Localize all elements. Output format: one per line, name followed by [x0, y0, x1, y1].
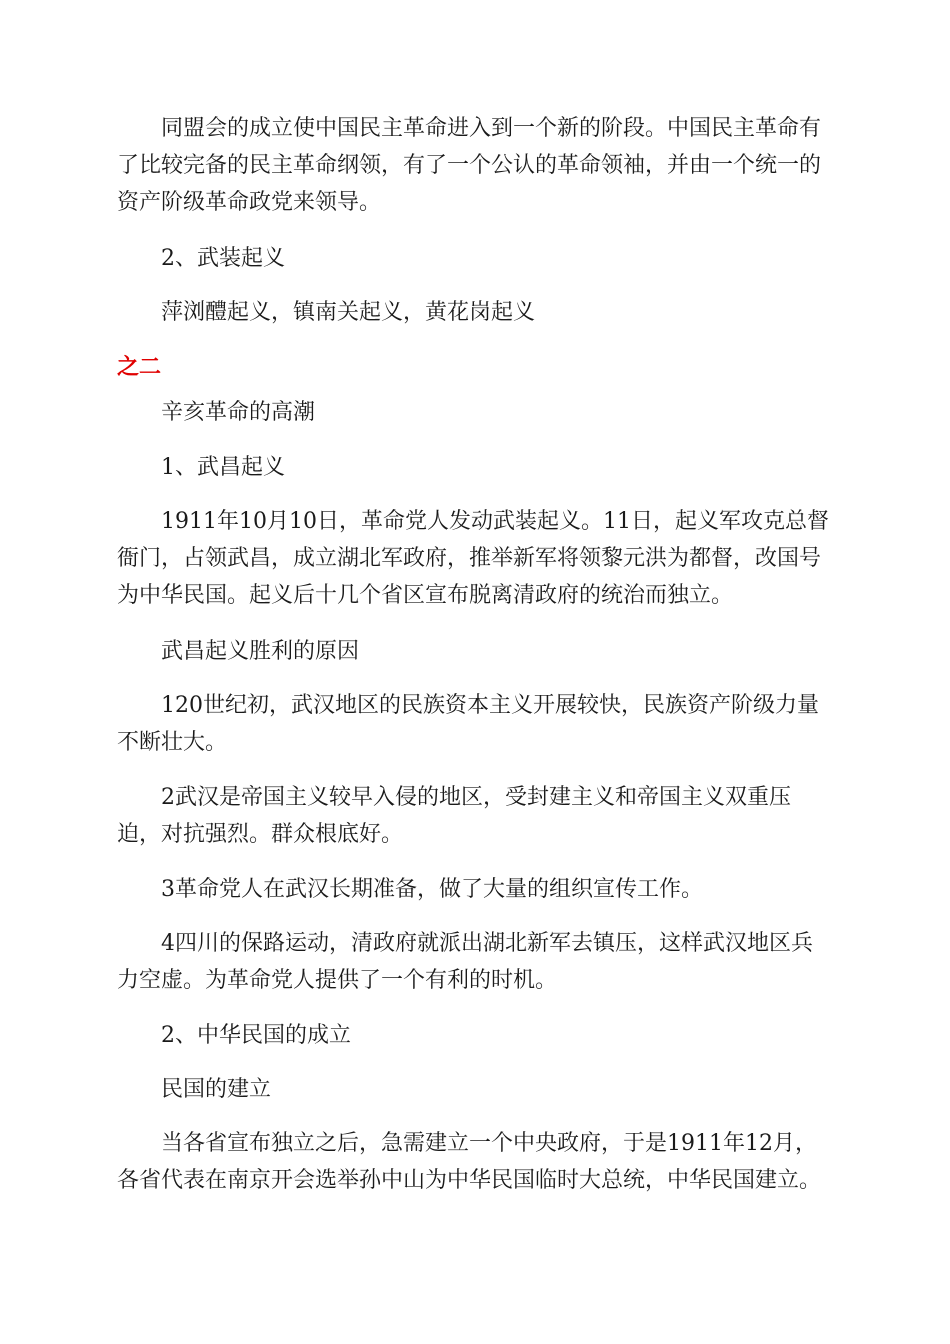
reason-2: 2武汉是帝国主义较早入侵的地区，受封建主义和帝国主义双重压迫，对抗强烈。群众根底好。: [117, 785, 791, 847]
paragraph-wuchang-details: 1911年10月10日，革命党人发动武装起义。11日，起义军攻克总督衙门，占领武昌，成立湖北军政府，推举新军将领黎元洪为都督，改国号为中华民国。起义后十几个省区宣布脱离清政府的统治而独立。: [117, 509, 829, 608]
reason-1: 120世纪初，武汉地区的民族资本主义开展较快，民族资产阶级力量不断壮大。: [117, 693, 819, 755]
paragraph-revolution-climax: 辛亥革命的高潮: [161, 400, 316, 425]
paragraph-uprising-list: 萍浏醴起义，镇南关起义，黄花岗起义: [161, 300, 536, 325]
paragraph-republic-details: 当各省宣布独立之后，急需建立一个中央政府，于是1911年12月，各省代表在南京开会选举孙中山为中华民国临时大总统，中华民国建立。: [117, 1131, 822, 1193]
reason-4: 4四川的保路运动，清政府就派出湖北新军去镇压，这样武汉地区兵力空虚。为革命党人提供了一个有利的时机。: [117, 931, 813, 993]
paragraph-republic-establishment: 民国的建立: [161, 1077, 272, 1102]
section-heading: 之二: [117, 355, 162, 380]
item-republic-founding: 2、中华民国的成立: [161, 1023, 351, 1048]
item-armed-uprising: 2、武装起义: [161, 246, 285, 271]
paragraph-tongmenghui: 同盟会的成立使中国民主革命进入到一个新的阶段。中国民主革命有了比较完备的民主革命纲领，有了一个公认的革命领袖，并由一个统一的资产阶级革命政党来领导。: [117, 116, 822, 215]
item-wuchang-uprising: 1、武昌起义: [161, 455, 285, 480]
reason-3: 3革命党人在武汉长期准备，做了大量的组织宣传工作。: [161, 877, 703, 902]
paragraph-victory-reasons: 武昌起义胜利的原因: [161, 639, 360, 664]
